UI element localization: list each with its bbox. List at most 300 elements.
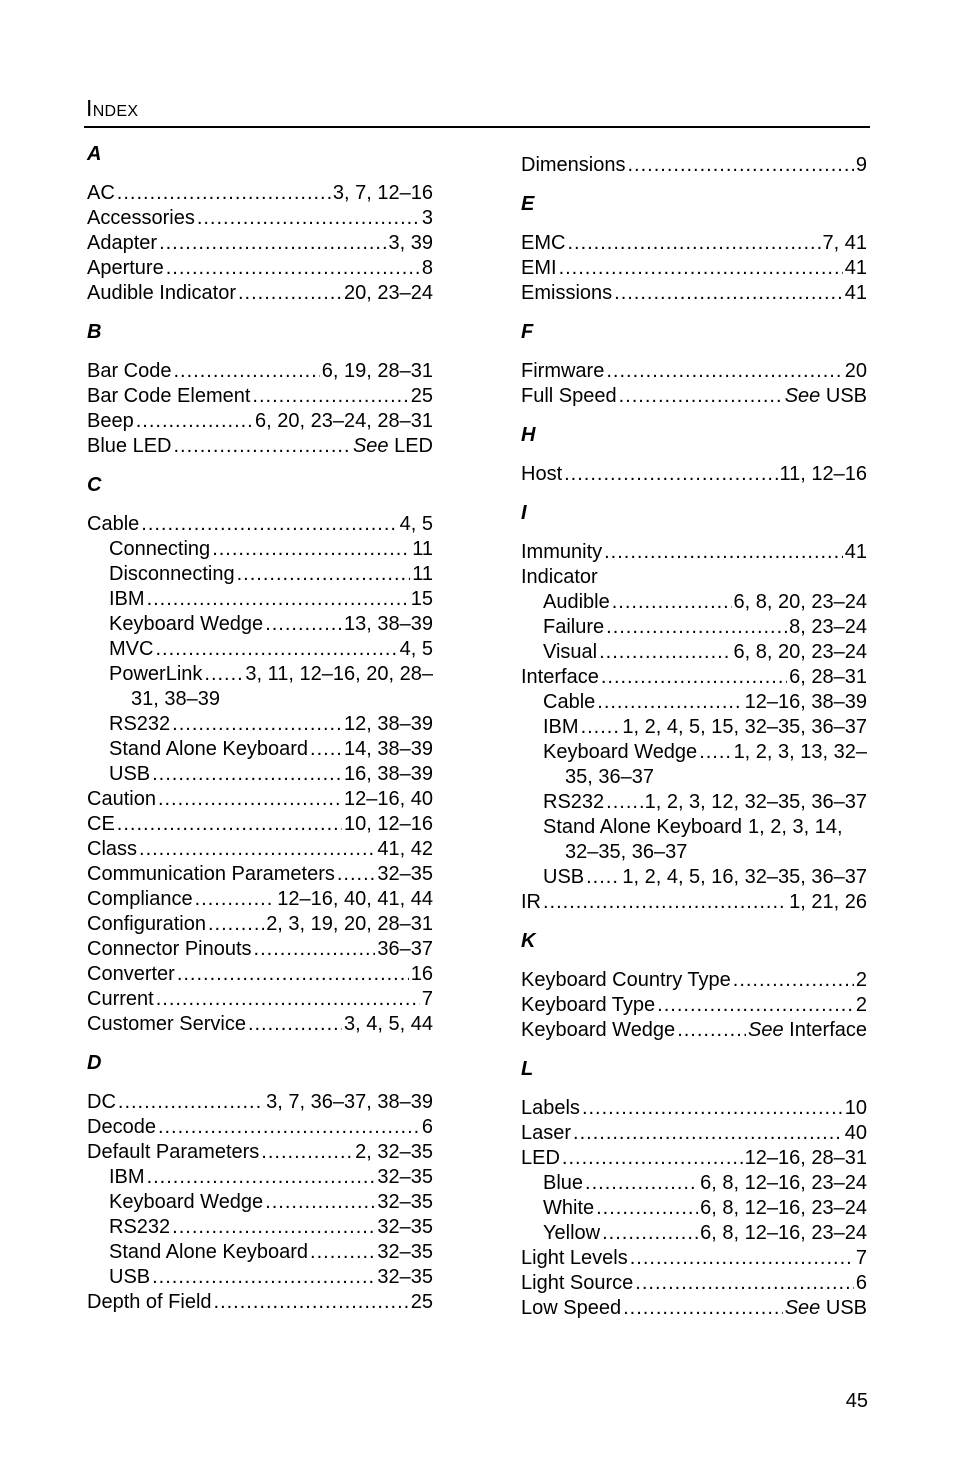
dot-leader <box>166 256 420 281</box>
dot-leader <box>596 1196 698 1221</box>
dot-leader <box>606 790 642 815</box>
index-pages: 16 <box>410 963 433 985</box>
index-entry <box>87 937 433 962</box>
index-entry <box>87 987 433 1012</box>
index-pages: 41, 42 <box>377 838 433 860</box>
dot-leader <box>614 281 843 306</box>
see-reference-target: USB <box>825 385 867 407</box>
dot-leader <box>174 434 351 459</box>
index-entry <box>87 787 433 812</box>
dot-leader <box>118 1090 264 1115</box>
index-pages: 1, 2, 4, 5, 16, 32–35, 36–37 <box>622 866 867 888</box>
index-term: Full Speed <box>521 385 617 407</box>
index-subentry <box>521 1171 867 1196</box>
index-pages: 13, 38–39 <box>344 613 433 635</box>
index-term: Compliance <box>87 888 193 910</box>
index-term: Firmware <box>521 360 605 382</box>
index-term: CE <box>87 813 115 835</box>
see-reference-label: See <box>784 1297 821 1319</box>
index-section-letter: B <box>87 321 102 343</box>
index-pages: 3, 7, 12–16 <box>332 182 433 204</box>
index-entry-continuation: 32–35, 36–37 <box>565 841 688 863</box>
index-term: DC <box>87 1091 116 1113</box>
see-reference-target: Interface <box>789 1019 867 1041</box>
index-term: Caution <box>87 788 156 810</box>
index-term: Bar Code Element <box>87 385 251 407</box>
index-term: Low Speed <box>521 1297 622 1319</box>
dot-leader <box>261 1140 353 1165</box>
index-term: RS232 <box>109 713 171 735</box>
index-term: Adapter <box>87 232 158 254</box>
index-subentry <box>521 590 867 615</box>
index-section-letter: C <box>87 474 102 496</box>
index-pages: 3, 7, 36–37, 38–39 <box>266 1091 433 1113</box>
index-term: MVC <box>109 638 154 660</box>
dot-leader <box>635 1271 854 1296</box>
index-term: Keyboard Wedge <box>521 1019 676 1041</box>
index-term: Connecting <box>109 538 211 560</box>
index-term: Labels <box>521 1097 580 1119</box>
dot-leader <box>581 715 621 740</box>
index-pages: 8 <box>421 257 433 279</box>
index-term: LED <box>521 1147 560 1169</box>
index-term: Disconnecting <box>109 563 235 585</box>
dot-leader <box>158 1115 420 1140</box>
index-pages <box>785 1296 867 1321</box>
page-number: 45 <box>845 1390 868 1412</box>
index-term: Converter <box>87 963 175 985</box>
see-reference-target: USB <box>825 1297 867 1319</box>
index-pages <box>785 384 867 409</box>
dot-leader <box>248 1012 342 1037</box>
index-pages: 9 <box>855 154 867 176</box>
index-entry <box>87 512 433 537</box>
index-pages: 6 <box>421 1116 433 1138</box>
index-section-letter: E <box>521 193 535 215</box>
index-term: USB <box>109 763 151 785</box>
index-term: Configuration <box>87 913 206 935</box>
index-pages: 11 <box>412 538 433 560</box>
dot-leader <box>627 153 853 178</box>
index-pages: 6, 8, 12–16, 23–24 <box>700 1172 867 1194</box>
dot-leader <box>733 968 854 993</box>
index-section-letter: A <box>87 143 102 165</box>
section-gap <box>521 409 867 423</box>
index-subentry <box>521 790 867 815</box>
index-term: Connector Pinouts <box>87 938 252 960</box>
index-entry <box>521 231 867 256</box>
index-pages: 6, 28–31 <box>789 666 867 688</box>
index-term: RS232 <box>543 791 605 813</box>
section-gap <box>521 178 867 192</box>
page-header <box>84 92 870 128</box>
index-section-letter: K <box>521 930 536 952</box>
index-term: Stand Alone Keyboard <box>109 1241 309 1263</box>
dot-leader <box>139 837 375 862</box>
index-subentry <box>87 662 433 687</box>
dot-leader <box>564 462 777 487</box>
dot-leader <box>156 987 420 1012</box>
index-pages: 11, 12–16 <box>779 463 867 485</box>
index-term: IBM <box>109 1166 145 1188</box>
index-term: Laser <box>521 1122 572 1144</box>
index-term: Class <box>87 838 138 860</box>
index-term: Interface <box>521 666 599 688</box>
index-entry <box>87 1140 433 1165</box>
index-term: AC <box>87 182 115 204</box>
index-pages <box>748 1018 867 1043</box>
dot-leader <box>238 281 342 306</box>
index-subentry <box>521 690 867 715</box>
index-term: Blue LED <box>87 435 172 457</box>
index-subentry <box>521 1221 867 1246</box>
index-pages: 10 <box>844 1097 867 1119</box>
index-column-right <box>521 142 867 1321</box>
index-term: Accessories <box>87 207 195 229</box>
index-subentry <box>87 762 433 787</box>
index-entry <box>521 359 867 384</box>
index-subentry <box>87 1215 433 1240</box>
index-entry <box>87 181 433 206</box>
index-term: EMC <box>521 232 566 254</box>
index-section-letter: D <box>87 1052 102 1074</box>
index-pages: 20 <box>844 360 867 382</box>
index-pages: 1, 21, 26 <box>789 891 867 913</box>
index-entry <box>87 434 433 459</box>
dot-leader <box>619 384 783 409</box>
index-entry <box>87 409 433 434</box>
index-subentry <box>87 537 433 562</box>
index-pages: 11 <box>412 563 433 585</box>
dot-leader <box>177 962 409 987</box>
section-gap <box>521 1043 867 1057</box>
index-pages: 2, 3, 19, 20, 28–31 <box>266 913 433 935</box>
dot-leader <box>562 1146 743 1171</box>
index-entry <box>87 1012 433 1037</box>
index-pages: 12–16, 40 <box>344 788 433 810</box>
index-pages: 2 <box>855 969 867 991</box>
dot-leader <box>559 256 843 281</box>
index-pages: 3, 11, 12–16, 20, 28– <box>245 663 433 685</box>
index-pages: 3, 4, 5, 44 <box>344 1013 433 1035</box>
index-pages: 40 <box>844 1122 867 1144</box>
index-entry <box>521 1121 867 1146</box>
index-subentry <box>87 1165 433 1190</box>
index-term: Current <box>87 988 154 1010</box>
index-entry <box>87 887 433 912</box>
dot-leader <box>630 1246 854 1271</box>
index-term: Dimensions <box>521 154 626 176</box>
index-term: IBM <box>543 716 579 738</box>
index-entry <box>87 912 433 937</box>
index-pages: 3, 39 <box>388 232 433 254</box>
dot-leader <box>597 690 742 715</box>
dot-leader <box>172 712 342 737</box>
index-subentry <box>87 712 433 737</box>
index-subentry <box>87 612 433 637</box>
see-reference-label: See <box>784 385 821 407</box>
index-section-letter: H <box>521 424 536 446</box>
dot-leader <box>265 1190 375 1215</box>
dot-leader <box>212 537 410 562</box>
index-entry-continuation: 31, 38–39 <box>131 688 220 710</box>
section-gap <box>521 487 867 501</box>
index-entry <box>521 890 867 915</box>
index-term: Keyboard Country Type <box>521 969 731 991</box>
index-entry <box>87 1090 433 1115</box>
index-entry <box>521 462 867 487</box>
index-subentry <box>87 587 433 612</box>
index-pages: 20, 23–24 <box>344 282 433 304</box>
index-term: Keyboard Wedge <box>543 741 698 763</box>
index-pages: 12, 38–39 <box>344 713 433 735</box>
index-entry <box>521 540 867 565</box>
index-pages: 6, 19, 28–31 <box>321 360 433 382</box>
dot-leader <box>601 665 787 690</box>
index-entry <box>87 206 433 231</box>
index-term: Stand Alone Keyboard <box>543 816 743 838</box>
index-term: IBM <box>109 588 145 610</box>
index-entry <box>87 256 433 281</box>
index-pages: 6, 8, 12–16, 23–24 <box>700 1222 867 1244</box>
index-entry <box>87 862 433 887</box>
index-pages: 32–35 <box>377 1266 433 1288</box>
index-subentry <box>87 637 433 662</box>
dot-leader <box>599 640 731 665</box>
index-entry <box>521 1096 867 1121</box>
dot-leader <box>657 993 854 1018</box>
index-pages: 14, 38–39 <box>344 738 433 760</box>
index-pages: 6, 20, 23–24, 28–31 <box>255 410 433 432</box>
index-section-letter: L <box>521 1058 534 1080</box>
index-entry <box>87 962 433 987</box>
see-reference-label: See <box>352 435 389 457</box>
index-term: Cable <box>87 513 140 535</box>
dot-leader <box>117 812 342 837</box>
index-pages: 1, 2, 3, 14, <box>748 816 843 838</box>
index-term: Audible <box>543 591 610 613</box>
dot-leader <box>606 615 787 640</box>
see-reference-target: LED <box>394 435 433 457</box>
dot-leader <box>208 912 264 937</box>
index-entry <box>521 1271 867 1296</box>
index-pages: 2 <box>855 994 867 1016</box>
index-subentry <box>521 1196 867 1221</box>
index-section-letter: I <box>521 502 527 524</box>
dot-leader <box>252 384 408 409</box>
index-term: Blue <box>543 1172 584 1194</box>
index-pages: 7 <box>421 988 433 1010</box>
dot-leader <box>195 887 276 912</box>
index-entry <box>87 812 433 837</box>
index-pages: 32–35 <box>377 1216 433 1238</box>
index-pages: 2, 32–35 <box>355 1141 433 1163</box>
index-entry <box>521 1296 867 1321</box>
see-reference-label: See <box>748 1019 784 1041</box>
index-term: Keyboard Wedge <box>109 1191 264 1213</box>
index-term: Indicator <box>521 566 598 588</box>
dot-leader <box>172 1215 375 1240</box>
index-pages: 10, 12–16 <box>344 813 433 835</box>
index-entry <box>521 153 867 178</box>
section-gap <box>87 306 433 320</box>
index-entry <box>521 665 867 690</box>
index-pages: 7 <box>855 1247 867 1269</box>
index-term: Failure <box>543 616 605 638</box>
section-gap <box>87 459 433 473</box>
index-subentry <box>521 715 867 740</box>
index-entry <box>87 837 433 862</box>
index-pages: 12–16, 28–31 <box>744 1147 867 1169</box>
dot-leader <box>623 1296 783 1321</box>
index-pages: 6, 8, 20, 23–24 <box>733 591 867 613</box>
section-gap <box>521 915 867 929</box>
dot-leader <box>265 612 342 637</box>
dot-leader <box>310 1240 375 1265</box>
index-term: Keyboard Wedge <box>109 613 264 635</box>
index-pages: 32–35 <box>377 863 433 885</box>
dot-leader <box>117 181 331 206</box>
index-pages: 6 <box>855 1272 867 1294</box>
index-term: RS232 <box>109 1216 171 1238</box>
index-pages: 41 <box>844 282 867 304</box>
dot-leader <box>155 637 397 662</box>
index-subentry <box>521 640 867 665</box>
index-pages: 12–16, 40, 41, 44 <box>277 888 433 910</box>
index-pages: 41 <box>844 257 867 279</box>
dot-leader <box>612 590 732 615</box>
index-subentry <box>87 562 433 587</box>
dot-leader <box>147 587 409 612</box>
dot-leader <box>699 740 731 765</box>
dot-leader <box>586 865 620 890</box>
index-entry <box>521 1146 867 1171</box>
dot-leader <box>573 1121 843 1146</box>
index-term: Decode <box>87 1116 156 1138</box>
index-term: Keyboard Type <box>521 994 656 1016</box>
dot-leader <box>604 540 843 565</box>
index-term: Bar Code <box>87 360 172 382</box>
index-term: Default Parameters <box>87 1141 260 1163</box>
dot-leader <box>174 359 320 384</box>
index-pages: 16, 38–39 <box>344 763 433 785</box>
index-term: Communication Parameters <box>87 863 335 885</box>
dot-leader <box>141 512 397 537</box>
index-entry <box>521 1018 867 1043</box>
dot-leader <box>214 1290 409 1315</box>
dot-leader <box>204 662 243 687</box>
index-term: USB <box>109 1266 151 1288</box>
index-pages: 1, 2, 3, 12, 32–35, 36–37 <box>644 791 867 813</box>
dot-leader <box>310 737 342 762</box>
index-term: IR <box>521 891 541 913</box>
dot-leader <box>582 1096 843 1121</box>
index-entry <box>87 1290 433 1315</box>
index-term: EMI <box>521 257 557 279</box>
index-term: Customer Service <box>87 1013 246 1035</box>
index-term: Light Source <box>521 1272 634 1294</box>
index-pages <box>353 434 433 459</box>
dot-leader <box>567 231 820 256</box>
index-term: Host <box>521 463 563 485</box>
index-entry <box>87 231 433 256</box>
index-entry <box>521 256 867 281</box>
page-title: Index <box>86 95 139 121</box>
index-entry <box>87 384 433 409</box>
index-pages: 12–16, 38–39 <box>744 691 867 713</box>
index-term: Yellow <box>543 1222 601 1244</box>
dot-leader <box>147 1165 376 1190</box>
index-term: Stand Alone Keyboard <box>109 738 309 760</box>
index-entry <box>87 281 433 306</box>
index-term: Beep <box>87 410 134 432</box>
index-entry <box>521 968 867 993</box>
index-term: USB <box>543 866 585 888</box>
dot-leader <box>237 562 411 587</box>
index-subentry <box>521 740 867 765</box>
index-term: Emissions <box>521 282 613 304</box>
index-pages: 36–37 <box>377 938 433 960</box>
dot-leader <box>337 862 376 887</box>
dot-leader <box>677 1018 746 1043</box>
index-pages: 4, 5 <box>399 513 433 535</box>
index-term: Light Levels <box>521 1247 628 1269</box>
index-entry <box>521 384 867 409</box>
index-pages: 6, 8, 20, 23–24 <box>733 641 867 663</box>
index-subentry <box>87 1190 433 1215</box>
index-pages: 6, 8, 12–16, 23–24 <box>700 1197 867 1219</box>
dot-leader <box>158 787 342 812</box>
index-entry <box>87 359 433 384</box>
index-pages: 32–35 <box>377 1241 433 1263</box>
index-pages: 41 <box>844 541 867 563</box>
index-term: Immunity <box>521 541 603 563</box>
index-pages: 1, 2, 3, 13, 32– <box>733 741 867 763</box>
index-pages: 8, 23–24 <box>789 616 867 638</box>
index-pages: 1, 2, 4, 5, 15, 32–35, 36–37 <box>622 716 867 738</box>
index-term: Depth of Field <box>87 1291 212 1313</box>
index-entry <box>87 1115 433 1140</box>
index-pages: 7, 41 <box>822 232 867 254</box>
dot-leader <box>602 1221 698 1246</box>
section-gap <box>521 306 867 320</box>
dot-leader <box>254 937 376 962</box>
dot-leader <box>197 206 420 231</box>
index-term: PowerLink <box>109 663 203 685</box>
index-entry <box>521 1246 867 1271</box>
index-term: Aperture <box>87 257 164 279</box>
dot-leader <box>136 409 253 434</box>
index-pages: 32–35 <box>377 1166 433 1188</box>
index-term: Cable <box>543 691 596 713</box>
index-pages: 32–35 <box>377 1191 433 1213</box>
index-term: Audible Indicator <box>87 282 236 304</box>
dot-leader <box>152 762 342 787</box>
index-pages: 3 <box>421 207 433 229</box>
index-pages: 25 <box>410 385 433 407</box>
index-subentry <box>87 737 433 762</box>
section-gap <box>87 1037 433 1051</box>
index-subentry <box>521 615 867 640</box>
index-entry <box>521 993 867 1018</box>
index-entry <box>521 281 867 306</box>
index-pages: 15 <box>410 588 433 610</box>
index-subentry <box>521 815 867 840</box>
index-subentry <box>87 1240 433 1265</box>
index-term: White <box>543 1197 595 1219</box>
index-entry <box>521 565 867 590</box>
dot-leader <box>152 1265 375 1290</box>
